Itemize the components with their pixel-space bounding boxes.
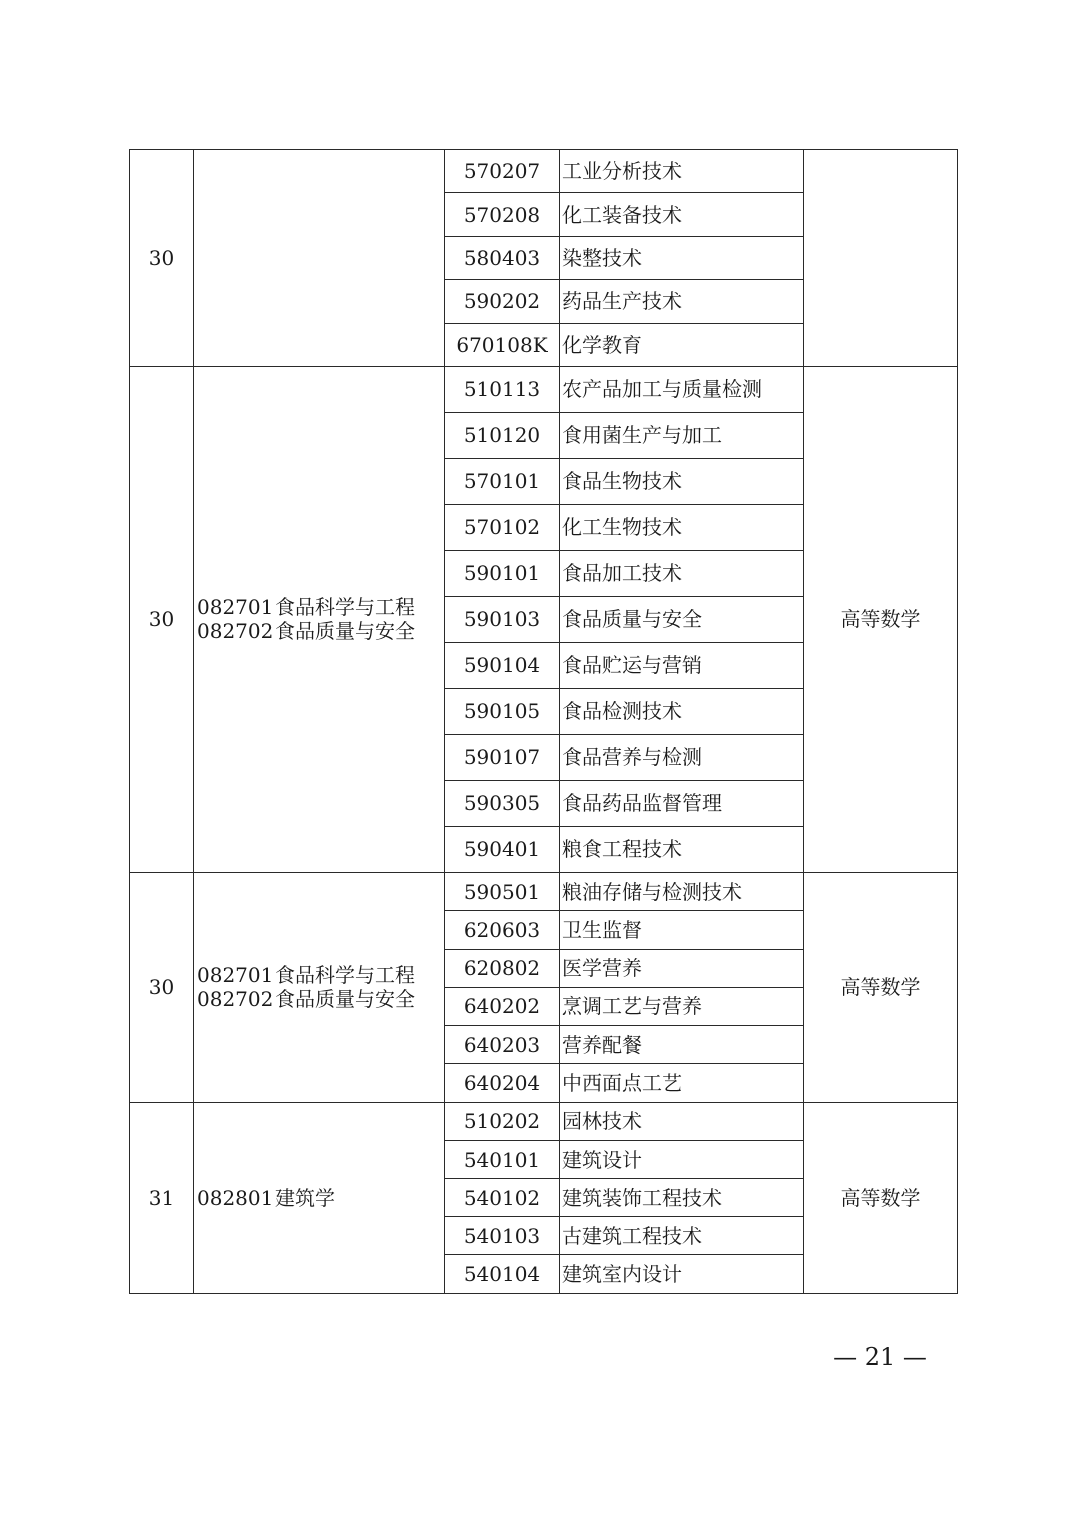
program-code: 580403 — [445, 236, 560, 279]
program-code: 590107 — [445, 734, 560, 780]
program-code: 670108K — [445, 323, 560, 366]
major-entry — [197, 963, 444, 987]
program-name: 食品质量与安全 — [560, 596, 804, 642]
major-name: 食品质量与安全 — [275, 987, 415, 1012]
exam-subject: 高等数学 — [804, 366, 958, 872]
program-name: 建筑室内设计 — [560, 1255, 804, 1293]
program-name: 粮食工程技术 — [560, 826, 804, 872]
undergrad-majors — [194, 1102, 445, 1293]
program-code: 620802 — [445, 949, 560, 987]
table-row — [130, 872, 958, 910]
program-name: 药品生产技术 — [560, 280, 804, 323]
program-code: 590202 — [445, 280, 560, 323]
program-name: 古建筑工程技术 — [560, 1217, 804, 1255]
program-code: 510113 — [445, 366, 560, 412]
program-name: 园林技术 — [560, 1102, 804, 1140]
major-name: 建筑学 — [275, 1185, 335, 1210]
program-code: 590101 — [445, 550, 560, 596]
major-entry — [197, 595, 444, 619]
program-code: 590501 — [445, 872, 560, 910]
major-name: 食品质量与安全 — [275, 619, 415, 644]
undergrad-majors — [194, 366, 445, 872]
program-code: 640203 — [445, 1026, 560, 1064]
program-name: 烹调工艺与营养 — [560, 987, 804, 1025]
table-row — [130, 366, 958, 412]
program-name: 营养配餐 — [560, 1026, 804, 1064]
program-name: 食品营养与检测 — [560, 734, 804, 780]
program-code: 540104 — [445, 1255, 560, 1293]
program-name: 染整技术 — [560, 236, 804, 279]
page-number: — 21 — — [833, 1343, 927, 1371]
program-name: 食用菌生产与加工 — [560, 412, 804, 458]
program-code: 510120 — [445, 412, 560, 458]
exam-subject: 高等数学 — [804, 1102, 958, 1293]
program-code: 540102 — [445, 1179, 560, 1217]
program-name: 化工装备技术 — [560, 193, 804, 236]
program-name: 食品检测技术 — [560, 688, 804, 734]
major-entry — [197, 1186, 444, 1210]
program-code: 640202 — [445, 987, 560, 1025]
major-code: 082801 — [197, 1185, 274, 1210]
program-code: 570101 — [445, 458, 560, 504]
program-name: 食品药品监督管理 — [560, 780, 804, 826]
program-name: 农产品加工与质量检测 — [560, 366, 804, 412]
exam-subject — [804, 150, 958, 367]
major-entry — [197, 619, 444, 643]
table-row — [130, 150, 958, 193]
program-name: 工业分析技术 — [560, 150, 804, 193]
program-code: 570207 — [445, 150, 560, 193]
program-name: 食品生物技术 — [560, 458, 804, 504]
program-code: 590105 — [445, 688, 560, 734]
major-code: 082702 — [197, 619, 274, 644]
major-code: 082701 — [197, 595, 274, 620]
major-entry — [197, 987, 444, 1011]
group-index: 30 — [130, 150, 194, 367]
program-code: 640204 — [445, 1064, 560, 1102]
program-code: 540101 — [445, 1140, 560, 1178]
major-name: 食品科学与工程 — [275, 595, 415, 620]
program-code: 590103 — [445, 596, 560, 642]
program-name: 建筑设计 — [560, 1140, 804, 1178]
group-index: 30 — [130, 366, 194, 872]
exam-subject: 高等数学 — [804, 872, 958, 1102]
group-index: 30 — [130, 872, 194, 1102]
major-code: 082701 — [197, 963, 274, 988]
admission-table — [129, 149, 958, 1294]
table-row — [130, 1102, 958, 1140]
program-code: 570208 — [445, 193, 560, 236]
major-name: 食品科学与工程 — [275, 963, 415, 988]
program-name: 化学教育 — [560, 323, 804, 366]
program-code: 510202 — [445, 1102, 560, 1140]
program-name: 中西面点工艺 — [560, 1064, 804, 1102]
program-code: 540103 — [445, 1217, 560, 1255]
program-name: 食品加工技术 — [560, 550, 804, 596]
program-name: 食品贮运与营销 — [560, 642, 804, 688]
program-name: 化工生物技术 — [560, 504, 804, 550]
undergrad-majors — [194, 872, 445, 1102]
undergrad-majors — [194, 150, 445, 367]
program-code: 570102 — [445, 504, 560, 550]
program-name: 卫生监督 — [560, 911, 804, 949]
program-code: 590305 — [445, 780, 560, 826]
program-code: 590104 — [445, 642, 560, 688]
program-code: 620603 — [445, 911, 560, 949]
group-index: 31 — [130, 1102, 194, 1293]
program-name: 医学营养 — [560, 949, 804, 987]
program-name: 粮油存储与检测技术 — [560, 872, 804, 910]
major-code: 082702 — [197, 987, 274, 1012]
program-name: 建筑装饰工程技术 — [560, 1179, 804, 1217]
program-code: 590401 — [445, 826, 560, 872]
